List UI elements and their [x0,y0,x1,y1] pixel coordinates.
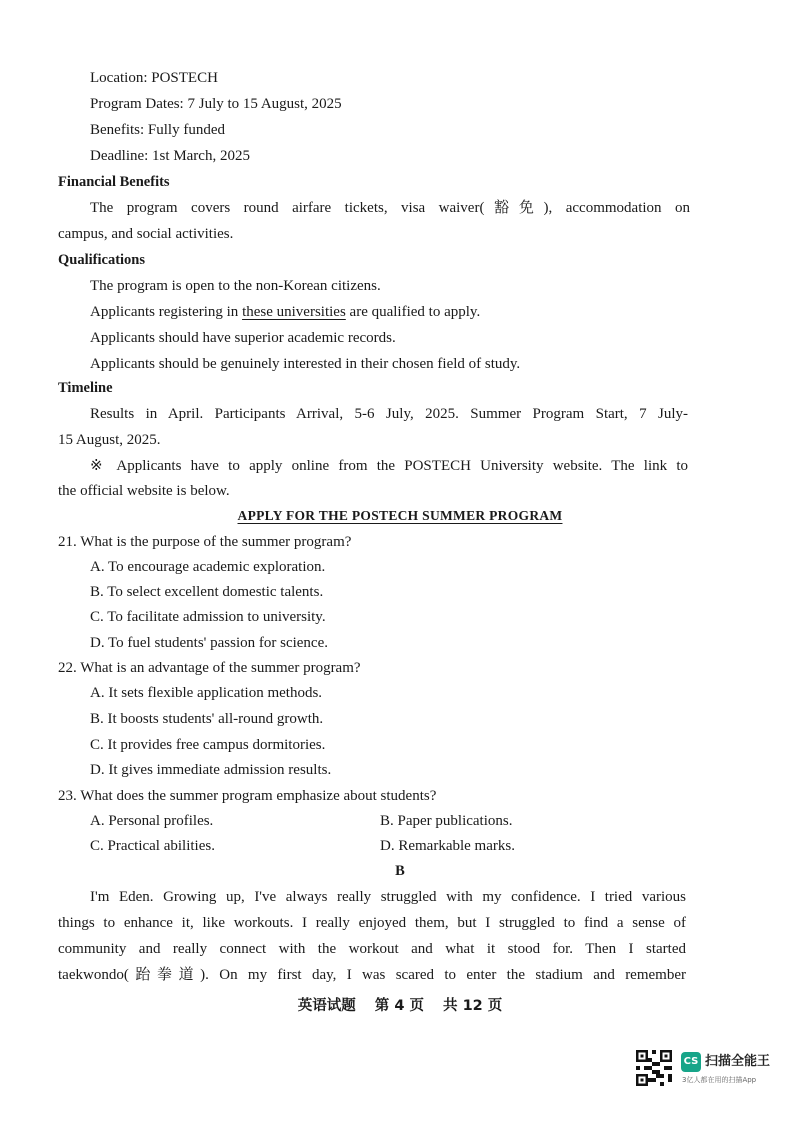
program-dates-line: Program Dates: 7 July to 15 August, 2025 [90,96,342,112]
universities-link[interactable]: these universities [242,304,346,320]
footer-subject: 英语试题 [297,998,356,1014]
question-23-option-a[interactable]: A. Personal profiles. [90,813,214,829]
question-21-option-d[interactable]: D. To fuel students' passion for science. [90,635,328,651]
qualification-text: are qualified to apply. [349,304,481,320]
camscanner-subtitle: 3亿人都在用的扫描App [682,1076,757,1084]
question-21-option-b[interactable]: B. To select excellent domestic talents. [90,584,324,600]
footer-page-number: 第 4 页 [374,998,424,1014]
qualification-text: Applicants registering in [90,304,239,320]
passage-line: I'm Eden. Growing up, I've always really struggled with my confidence. I tried various [90,889,686,905]
apply-note: ※ Applicants have to apply online from the POSTECH University website. The link to [90,458,688,474]
question-23-option-d[interactable]: D. Remarkable marks. [380,838,515,854]
question-23-stem: 23. What does the summer program emphasize about students? [58,788,437,804]
qualification-item: The program is open to the non-Korean citizens. [90,278,381,294]
question-22-option-b[interactable]: B. It boosts students' all-round growth. [90,711,324,727]
passage-line: taekwondo(跆拳道). On my first day, I was scared to enter the stadium and remember [58,967,686,983]
qualification-item: Applicants should be genuinely interested in their chosen field of study. [90,356,521,372]
benefits-line: Benefits: Fully funded [90,122,225,138]
financial-benefits-text-cont: campus, and social activities. [58,226,234,242]
question-22-option-d[interactable]: D. It gives immediate admission results. [90,762,332,778]
qualification-item: Applicants should have superior academic records. [90,330,396,346]
question-22-option-c[interactable]: C. It provides free campus dormitories. [90,737,326,753]
question-23-option-c[interactable]: C. Practical abilities. [90,838,215,854]
passage-line: things to enhance it, like workouts. I really enjoyed them, but I struggled to find a sense of [58,915,686,931]
timeline-text-cont: 15 August, 2025. [58,432,161,448]
question-23-option-b[interactable]: B. Paper publications. [380,813,513,829]
deadline-line: Deadline: 1st March, 2025 [90,148,250,164]
financial-benefits-heading: Financial Benefits [58,174,170,190]
question-21-stem: 21. What is the purpose of the summer program? [58,534,352,550]
timeline-heading: Timeline [58,380,113,396]
question-22-option-a[interactable]: A. It sets flexible application methods. [90,685,323,701]
passage-line: community and really connect with the workout and what it stood for. Then I started [58,941,686,957]
camscanner-logo-icon: CS [681,1052,701,1072]
camscanner-title: 扫描全能王 [705,1054,771,1069]
question-22-stem: 22. What is an advantage of the summer program? [58,660,361,676]
qualifications-heading: Qualifications [58,252,146,268]
apply-link[interactable]: APPLY FOR THE POSTECH SUMMER PROGRAM [237,508,563,523]
page-footer [0,996,800,1016]
question-21-option-a[interactable]: A. To encourage academic exploration. [90,559,326,575]
apply-note-cont: the official website is below. [58,483,230,499]
timeline-text: Results in April. Participants Arrival, 5-6 July, 2025. Summer Program Start, 7 July- [90,406,688,422]
qualification-item [90,302,480,322]
footer-total-pages: 共 12 页 [443,998,503,1014]
qr-code-icon [636,1050,672,1086]
location-line: Location: POSTECH [90,70,218,86]
financial-benefits-text: The program covers round airfare tickets, visa waiver(豁免), accommodation on [90,200,690,216]
section-b-label: B [395,863,405,879]
question-21-option-c[interactable]: C. To facilitate admission to university. [90,609,326,625]
